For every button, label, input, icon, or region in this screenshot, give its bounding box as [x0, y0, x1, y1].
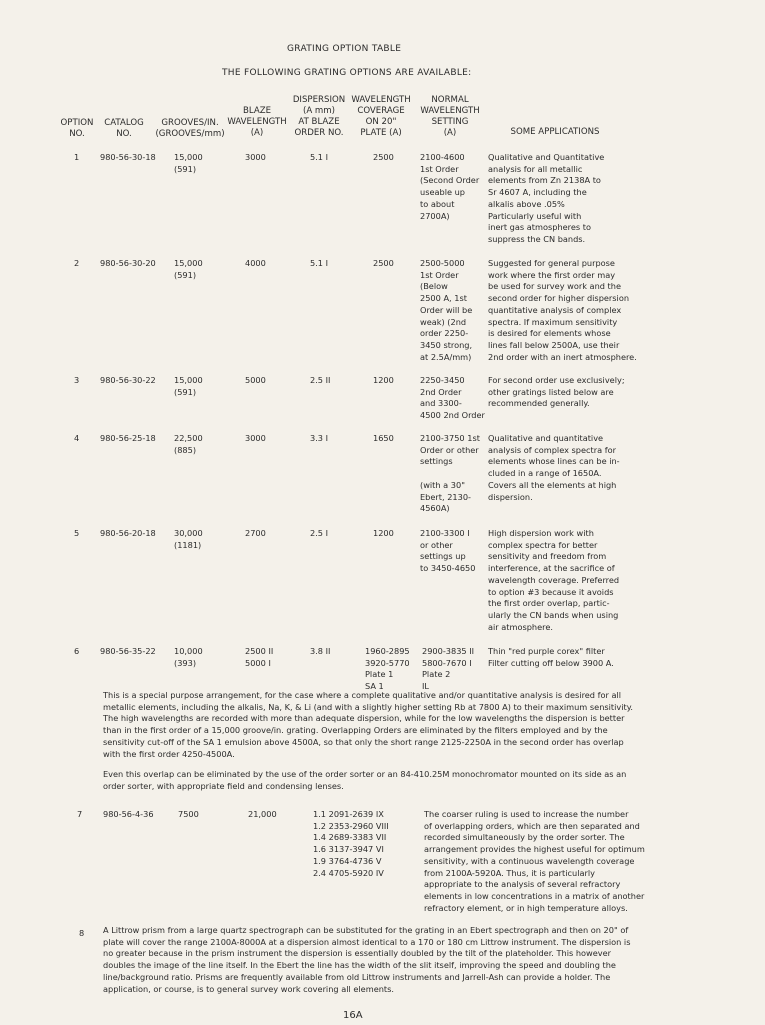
- row-5-blaze: 2700: [245, 528, 266, 538]
- row-7-catalog: 980-56-4-36: [103, 809, 154, 819]
- row-1-grooves: 15,000 (591): [174, 152, 203, 174]
- row-7-grooves: 7500: [178, 809, 199, 819]
- row-7-coverage: 1.1 2091-2639 IX 1.2 2353-2960 VIII 1.4 2689-3383 VII 1.6 3137-3947 VI 1.9 3764-4736 V 2.4 4705-5920 IV: [313, 809, 389, 878]
- row-4-option: 4: [74, 433, 80, 443]
- option-6-note: This is a special purpose arrangement, for the case where a complete qualitative and/or quantitative analysis is desired for all metallic elements, including the alkalis, Na, K, & Li (and with a slightly higher setting Rb at 7800 A) to their maximum sensitivity. The high wavelengths are recorded with more than adequate dispersion, while for the low wavelengths the dispersion is better than in the first order of a 15,000 groove/in. grating. Overlapping Orders are eliminated by the filters employed and by the sensitivity cut-off of the SA 1 emulsion above 4500A, so that only the short range 2125-2250A in the second order has overlap with the first order 4250-4500A.: [103, 690, 634, 759]
- row-7-option: 7: [77, 809, 83, 819]
- header-coverage: WAVELENGTH COVERAGE ON 20" PLATE (A): [351, 95, 411, 138]
- row-7-blaze: 21,000: [248, 809, 277, 819]
- row-4-blaze: 3000: [245, 433, 266, 443]
- row-1-catalog: 980-56-30-18: [100, 152, 156, 162]
- row-1-dispersion: 5.1 I: [310, 152, 329, 162]
- header-applications: SOME APPLICATIONS: [510, 127, 600, 137]
- header-dispersion: DISPERSION (A mm) AT BLAZE ORDER NO.: [292, 95, 346, 138]
- row-6-grooves: 10,000 (393): [174, 646, 203, 668]
- row-7-applications: The coarser ruling is used to increase the number of overlapping orders, which are then separated and recorded simultaneously by the order sorter. The arrangement provides the highest useful for optimum sensitivity, with a continuous wavelength coverage from 2100A-5920A. Thus, it is particularly appropriate to the analysis of several refractory elements in low concentrations in a matrix of another refractory element, or in high temperature alloys.: [424, 809, 645, 913]
- table-subtitle: THE FOLLOWING GRATING OPTIONS ARE AVAILABLE:: [222, 68, 472, 78]
- row-5-applications: High dispersion work with complex spectra for better sensitivity and freedom from interference, at the sacrifice of wavelength coverage. Preferred to option #3 because it avoids the first order overlap, partic- ularly the CN bands when using air atmosphere.: [488, 528, 620, 632]
- row-4-setting: 2100-3750 1st Order or other settings (with a 30" Ebert, 2130- 4560A): [420, 433, 480, 514]
- row-2-dispersion: 5.1 I: [310, 258, 329, 268]
- row-2-blaze: 4000: [245, 258, 266, 268]
- row-2-applications: Suggested for general purpose work where the first order may be used for survey work and the second order for higher dispersion quantitative analysis of complex spectra. If maximum sensitivity is desired for elements whose lines fall below 2500A, use their 2nd order with an inert atmosphere.: [488, 258, 637, 362]
- row-1-setting: 2100-4600 1st Order (Second Order useable up to about 2700A): [420, 152, 480, 221]
- row-1-blaze: 3000: [245, 152, 266, 162]
- row-3-blaze: 5000: [245, 375, 266, 385]
- row-1-option: 1: [74, 152, 80, 162]
- row-4-grooves: 22,500 (885): [174, 433, 203, 455]
- row-2-catalog: 980-56-30-20: [100, 258, 156, 268]
- page-number: 16A: [343, 1010, 363, 1021]
- row-4-applications: Qualitative and quantitative analysis of complex spectra for elements whose lines can be in- cluded in a range of 1650A. Covers all the elements at high dispersion.: [488, 433, 620, 502]
- row-6-blaze: 2500 II 5000 I: [245, 646, 274, 668]
- row-5-dispersion: 2.5 I: [310, 528, 329, 538]
- row-5-catalog: 980-56-20-18: [100, 528, 156, 538]
- header-catalog: CATALOG NO.: [104, 118, 144, 139]
- row-2-setting: 2500-5000 1st Order (Below 2500 A, 1st Order will be weak) (2nd order 2250- 3450 strong, at 2.5A/mm): [420, 258, 473, 362]
- row-6-option: 6: [74, 646, 80, 656]
- row-3-dispersion: 2.5 II: [310, 375, 331, 385]
- header-blaze: BLAZE WAVELENGTH (A): [227, 106, 287, 138]
- row-6-coverage: 1960-2895 3920-5770 Plate 1 SA 1: [365, 646, 410, 692]
- row-1-applications: Qualitative and Quantitative analysis for all metallic elements from Zn 2138A to Sr 4607 A, including the alkalis above .05% Particularly useful with inert gas atmospheres to suppress the CN bands.: [488, 152, 605, 244]
- header-grooves: GROOVES/IN. (GROOVES/mm): [155, 118, 225, 139]
- header-option: OPTION NO.: [60, 118, 94, 139]
- row-5-setting: 2100-3300 I or other settings up to 3450-4650: [420, 528, 476, 574]
- row-6-applications: Thin "red purple corex" filter Filter cutting off below 3900 A.: [488, 646, 614, 668]
- row-8-option: 8: [79, 928, 85, 938]
- row-6-catalog: 980-56-35-22: [100, 646, 156, 656]
- row-6-setting: 2900-3835 II 5800-7670 I Plate 2 IL: [422, 646, 475, 692]
- row-3-grooves: 15,000 (591): [174, 375, 203, 397]
- header-setting: NORMAL WAVELENGTH SETTING (A): [420, 95, 480, 138]
- row-5-option: 5: [74, 528, 80, 538]
- row-5-coverage: 1200: [373, 528, 394, 538]
- option-6-note-order-sorter: Even this overlap can be eliminated by the use of the order sorter or an 84-410.25M monochromator mounted on its side as an order sorter, with appropriate field and condensing lenses.: [103, 769, 627, 791]
- row-5-grooves: 30,000 (1181): [174, 528, 203, 550]
- row-4-catalog: 980-56-25-18: [100, 433, 156, 443]
- row-1-coverage: 2500: [373, 152, 394, 162]
- row-2-option: 2: [74, 258, 80, 268]
- row-2-coverage: 2500: [373, 258, 394, 268]
- row-8-text: A Littrow prism from a large quartz spectrograph can be substituted for the grating in an Ebert spectrograph and then on 20" of plate will cover the range 2100A-8000A at a dispersion almost identical to a 170 or 180 cm Littrow instrument. The dispersion is no greater because in the prism instrument the dispersion is essentially doubled by the tilt of the plateholder. This however doubles the image of the line itself. In the Ebert the line has the width of the slit itself, improving the speed and doubling the line/background ratio. Prisms are frequently available from old Littrow instruments and Jarrell-Ash can provide a holder. The application, or course, is to general survey work covering all elements.: [103, 925, 631, 994]
- row-4-coverage: 1650: [373, 433, 394, 443]
- row-2-grooves: 15,000 (591): [174, 258, 203, 280]
- row-3-applications: For second order use exclusively; other gratings listed below are recommended generally.: [488, 375, 625, 409]
- row-3-setting: 2250-3450 2nd Order and 3300- 4500 2nd Order: [420, 375, 485, 421]
- row-4-dispersion: 3.3 I: [310, 433, 329, 443]
- row-3-option: 3: [74, 375, 80, 385]
- row-3-catalog: 980-56-30-22: [100, 375, 156, 385]
- row-3-coverage: 1200: [373, 375, 394, 385]
- row-6-dispersion: 3.8 II: [310, 646, 331, 656]
- table-title: GRATING OPTION TABLE: [287, 44, 402, 54]
